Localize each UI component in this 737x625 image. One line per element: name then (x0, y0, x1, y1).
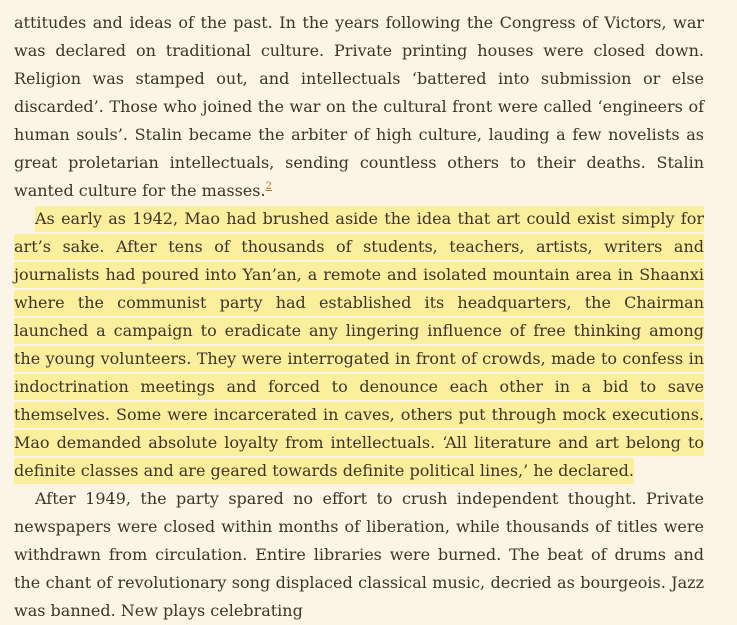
paragraph-3-text: After 1949, the party spared no effort to crush independent thought. Private newspapers were closed within months of liberation, while thousands of titles were withdrawn from circulation. Entire libraries were burned. The beat of drums and the chant of revolutionary song displaced classical music, decried as bourgeois. Jazz was banned. New plays celebrating (14, 489, 704, 620)
paragraph-1 (14, 9, 704, 205)
highlighted-paragraph-text[interactable]: As early as 1942, Mao had brushed aside the idea that art could exist simply for art’s sake. After tens of thousands of students, teachers, artists, writers and journalists had poured into Yan’an, a remote and isolated mountain area in Shaanxi where the communist party had established its headquarters, the Chairman launched a campaign to eradicate any lingering influence of free thinking among the young volunteers. They were interrogated in front of crowds, made to confess in indoctrination meetings and forced to denounce each other in a bid to save themselves. Some were incarcerated in caves, others put through mock executions. Mao demanded absolute loyalty from intellectuals. ‘All literature and art belong to definite classes and are geared towards definite political lines,’ he declared. (14, 206, 704, 484)
footnote-ref (266, 181, 272, 192)
paragraph-2 (14, 205, 704, 485)
paragraph-3 (14, 485, 704, 625)
paragraph-1-text: attitudes and ideas of the past. In the years following the Congress of Victors, war was declared on traditional culture. Private printing houses were closed down. Religion was stamped out, and intellectuals ‘battered into submission or else discarded’. Those who joined the war on the cultural front were called ‘engineers of human souls’. Stalin became the arbiter of high culture, lauding a few novelists as great proletarian intellectuals, sending countless others to their deaths. Stalin wanted culture for the masses. (14, 13, 704, 200)
footnote-link[interactable]: 2 (265, 181, 272, 192)
